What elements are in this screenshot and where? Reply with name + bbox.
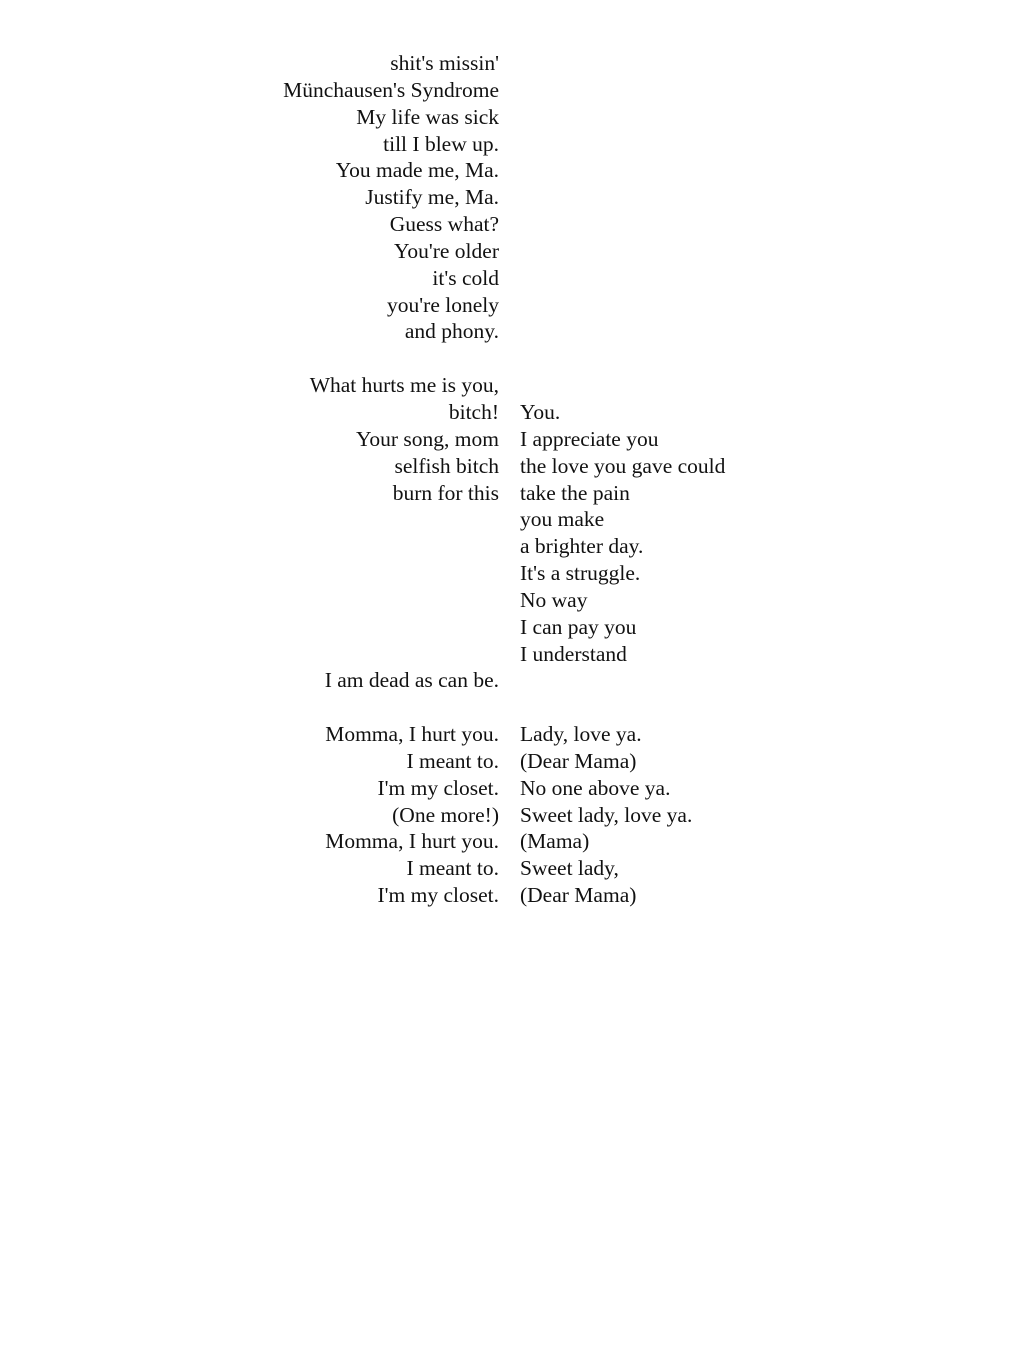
poem-line-row [0, 587, 1019, 614]
left-voice-line: You made me, Ma. [335, 158, 499, 183]
poem-line-row [0, 211, 1019, 238]
poem-line-row [0, 157, 1019, 184]
left-voice-line: You're older [393, 238, 499, 263]
poem-line-row [0, 694, 1019, 721]
left-voice-line: you're lonely [387, 292, 499, 317]
left-voice-line: I meant to. [406, 856, 499, 881]
poem-line-row [0, 265, 1019, 292]
right-voice-line: a brighter day. [520, 534, 644, 559]
poem-line-row [0, 533, 1019, 560]
right-voice-line: No one above ya. [520, 775, 671, 800]
poem-line-row [0, 345, 1019, 372]
poem-line-row [0, 238, 1019, 265]
poem-line-row [0, 453, 1019, 480]
poem-line-row [0, 560, 1019, 587]
left-voice-line: selfish bitch [394, 453, 499, 478]
right-voice-line: Sweet lady, love ya. [520, 802, 693, 827]
poem-line-row [0, 372, 1019, 399]
left-voice-line: it's cold [432, 265, 499, 290]
poem-line-row [0, 399, 1019, 426]
right-voice-line: you make [520, 507, 605, 532]
left-voice-line: My life was sick [356, 104, 499, 129]
left-voice-line: Momma, I hurt you. [325, 722, 499, 747]
left-voice-line: bitch! [448, 399, 499, 424]
poem-line-row [0, 667, 1019, 694]
poem-line-row [0, 748, 1019, 775]
poem-line-row [0, 104, 1019, 131]
poem-line-row [0, 318, 1019, 345]
right-voice-line: I can pay you [520, 614, 637, 639]
left-voice-line: Münchausen's Syndrome [283, 77, 499, 102]
left-voice-line: (One more!) [392, 802, 499, 827]
poem-line-row [0, 641, 1019, 668]
poem-line-row [0, 828, 1019, 855]
left-voice-line: Guess what? [389, 212, 499, 237]
right-voice-line: You. [520, 399, 561, 424]
left-voice-line: I'm my closet. [377, 883, 499, 908]
left-voice-line: and phony. [404, 319, 499, 344]
poem-line-row [0, 77, 1019, 104]
poem-line-row [0, 775, 1019, 802]
right-voice-line: Lady, love ya. [520, 722, 642, 747]
poem-line-row [0, 50, 1019, 77]
poem-line-row [0, 131, 1019, 158]
left-voice-line: What hurts me is you, [309, 373, 499, 398]
right-voice-line: No way [520, 587, 588, 612]
left-voice-line: Momma, I hurt you. [325, 829, 499, 854]
right-voice-line: (Dear Mama) [520, 748, 637, 773]
poem-line-row [0, 614, 1019, 641]
poem-line-row [0, 721, 1019, 748]
poem-line-row [0, 292, 1019, 319]
left-voice-line: I am dead as can be. [324, 668, 499, 693]
right-voice-line: It's a struggle. [520, 561, 641, 586]
right-voice-line: Sweet lady, [520, 856, 619, 881]
poem-line-row [0, 802, 1019, 829]
poem-line-row [0, 882, 1019, 909]
poem-line-row [0, 480, 1019, 507]
left-voice-line: shit's missin' [390, 51, 499, 75]
right-voice-line: I appreciate you [520, 426, 659, 451]
poem-line-row [0, 855, 1019, 882]
right-voice-line: (Mama) [520, 829, 590, 854]
right-voice-line: take the pain [520, 480, 630, 505]
poem-body [0, 50, 1019, 909]
left-voice-line: Your song, mom [356, 426, 499, 451]
right-voice-line: the love you gave could [520, 453, 726, 478]
poem-line-row [0, 426, 1019, 453]
poem-line-row [0, 506, 1019, 533]
right-voice-line: (Dear Mama) [520, 883, 637, 908]
left-voice-line: I'm my closet. [377, 775, 499, 800]
poem-line-row [0, 184, 1019, 211]
left-voice-line: I meant to. [406, 748, 499, 773]
right-voice-line: I understand [520, 641, 627, 666]
left-voice-line: burn for this [392, 480, 499, 505]
left-voice-line: Justify me, Ma. [365, 185, 499, 210]
left-voice-line: till I blew up. [383, 131, 499, 156]
